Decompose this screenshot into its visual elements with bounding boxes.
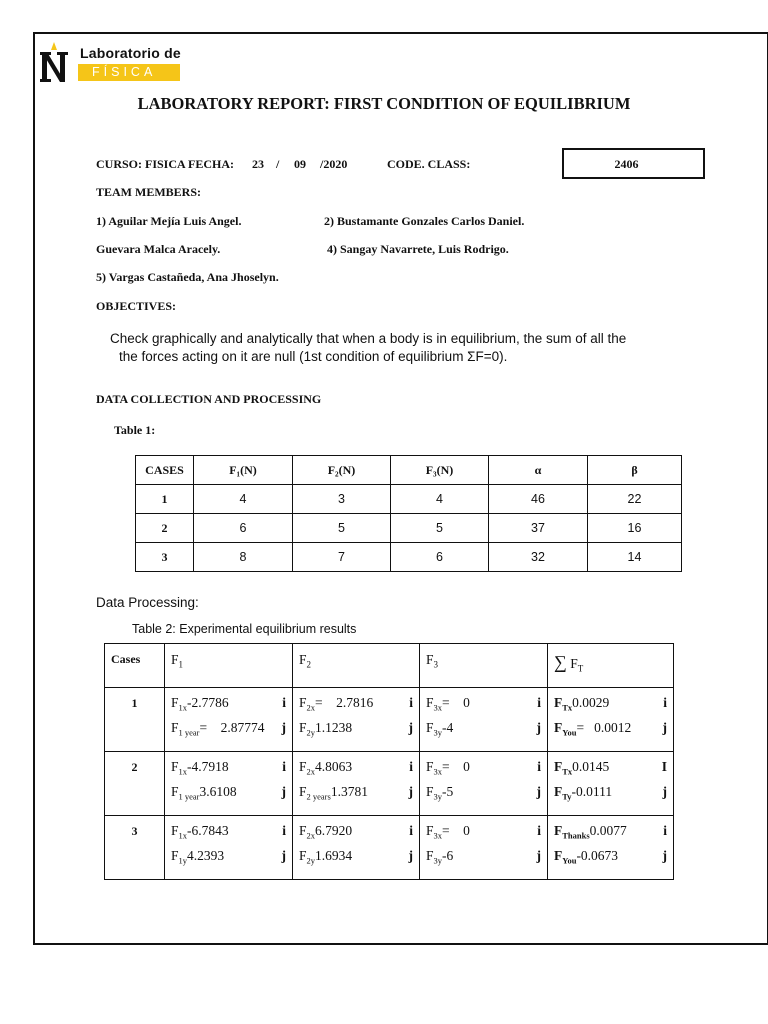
table-1 [135,455,682,572]
table1-cell: 5 [293,514,391,543]
table2-cell-f2 [293,688,420,752]
table1-header: α [489,456,588,485]
unit-vector-label: i [409,823,413,838]
table1-cell: 16 [588,514,682,543]
table-row [105,752,674,816]
table2-line: $F_{2 years}1.3781$ j [299,784,413,802]
table2-line: $F_{3y}-5$ j [426,784,541,802]
unit-vector-label: j [662,848,667,863]
unit-vector-label: i [409,695,413,710]
code-class-label: CODE. CLASS: [387,157,471,171]
table2-line: $F_{3x}=$ 0 i [426,695,541,713]
table-row [136,514,682,543]
table1-header: F₁(N) [194,456,293,485]
team-member-2: 2) Bustamante Gonzales Carlos Daniel. [324,214,525,228]
table2-case: 3 [105,816,165,880]
table2-header-row [105,644,674,688]
objective-line-2: the forces acting on it are null (1st condition of equilibrium ΣF=0). [119,349,508,364]
table2-header-ft: ∑ $F_T$ [548,644,674,688]
table1-cell: 32 [489,543,588,572]
table1-cell: 4 [391,485,489,514]
table2-line: $F_{You}-0.0673$ j [554,848,667,866]
unit-vector-label: j [662,720,667,735]
table-2 [104,643,674,880]
table2-header-cases: Cases [105,644,165,688]
table1-cell: 14 [588,543,682,572]
unit-vector-label: j [536,848,541,863]
table2-cell-f3 [420,816,548,880]
table2-line: $F_{1 year}=$ 2.87774 j [171,720,286,738]
table1-cell: 7 [293,543,391,572]
team-member-4: 4) Sangay Navarrete, Luis Rodrigo. [327,242,509,256]
table1-cell: 6 [194,514,293,543]
date-year: /2020 [320,157,348,171]
table2-header-f3: $F_3$ [420,644,548,688]
table1-cell: 8 [194,543,293,572]
objectives-heading: OBJECTIVES: [96,299,177,313]
table2-cell-f1 [165,752,293,816]
table1-cell: 2 [136,514,194,543]
table2-line: $F_{3x}=$ 0 i [426,823,541,841]
table2-line: $F_{3y}-4$ j [426,720,541,738]
unit-vector-label: i [663,823,667,838]
table2-line: $F_{Tx}0.0029$ i [554,695,667,713]
table-row [105,688,674,752]
table2-line: $F_{2x}4.8063$ i [299,759,413,777]
table2-header-f2: $F_2$ [293,644,420,688]
table1-cell: 22 [588,485,682,514]
table1-caption: Table 1: [114,423,156,437]
table2-cell-f1 [165,688,293,752]
unit-vector-label: j [408,784,413,799]
objective-line-1: Check graphically and analytically that when a body is in equilibrium, the sum of all the [110,331,627,346]
unit-vector-label: i [282,823,286,838]
team-member-1: 1) Aguilar Mejía Luis Angel. [96,214,242,228]
unit-vector-label: i [663,695,667,710]
table2-line: $F_{1x}-2.7786$ i [171,695,286,713]
table2-line: $F_{2y}1.1238$ j [299,720,413,738]
unit-vector-label: i [537,823,541,838]
table2-caption: Table 2: Experimental equilibrium results [132,622,357,636]
unit-vector-label: i [282,759,286,774]
table2-cell-ft [548,688,674,752]
curso-label: CURSO: FISICA FECHA: [96,157,235,171]
table2-cell-f2 [293,752,420,816]
sum-icon: ∑ [554,652,567,672]
table2-cell-f3 [420,752,548,816]
table2-line: $F_{1x}-4.7918$ i [171,759,286,777]
table1-cell: 1 [136,485,194,514]
table1-cell: 3 [136,543,194,572]
unit-vector-label: i [282,695,286,710]
table1-cell: 5 [391,514,489,543]
table1-header-row [136,456,682,485]
code-class-value: 2406 [614,157,639,171]
team-heading: TEAM MEMBERS: [96,185,201,199]
date-sep: / [276,157,280,171]
unit-vector-label: j [408,720,413,735]
unit-vector-label: j [281,784,286,799]
logo-text-top: Laboratorio de [80,45,181,61]
unit-vector-label: j [408,848,413,863]
table1-cell: 4 [194,485,293,514]
table1-header: F₂(N) [293,456,391,485]
table1-header: β [588,456,682,485]
table2-cell-f1 [165,816,293,880]
team-member-5: 5) Vargas Castañeda, Ana Jhoselyn. [96,270,279,284]
page-title: LABORATORY REPORT: FIRST CONDITION OF EQUILIBRIUM [137,94,631,113]
table2-line: $F_{Tx}0.0145$ I [554,759,667,777]
table2-line: $F_{2y}1.6934$ j [299,848,413,866]
table2-line: $F_{3y}-6$ j [426,848,541,866]
table2-line: $F_{1 year}3.6108$ j [171,784,286,802]
unit-vector-label: j [281,720,286,735]
table2-line: $F_{1x}-6.7843$ i [171,823,286,841]
table2-cell-ft [548,816,674,880]
processing-label: Data Processing: [96,595,199,610]
table-row [136,485,682,514]
table1-cell: 46 [489,485,588,514]
table2-line: $F_{2x}=$ 2.7816 i [299,695,413,713]
table1-cell: 3 [293,485,391,514]
date-month: 09 [294,157,306,171]
table2-cell-f3 [420,688,548,752]
unit-vector-label: i [537,695,541,710]
unit-vector-label: i [537,759,541,774]
table2-line: $F_{1y}4.2393$ j [171,848,286,866]
table1-cell: 6 [391,543,489,572]
logo-text-bottom: FÍSICA [92,65,157,79]
table2-case: 2 [105,752,165,816]
table1-header: F₃(N) [391,456,489,485]
table2-line: $F_{Thanks}0.0077$ i [554,823,667,841]
table2-cell-f2 [293,816,420,880]
table-row [136,543,682,572]
table1-cell: 37 [489,514,588,543]
table2-line: $F_{You}= 0.0012$ j [554,720,667,738]
unit-vector-label: j [536,784,541,799]
table-row [105,816,674,880]
team-member-3: Guevara Malca Aracely. [96,242,221,256]
table2-case: 1 [105,688,165,752]
date-day: 23 [252,157,264,171]
logo-n-icon [40,40,70,84]
unit-vector-label: I [661,759,667,774]
data-heading: DATA COLLECTION AND PROCESSING [96,392,322,406]
table2-header-f1: $F_1$ [165,644,293,688]
table1-header: CASES [136,456,194,485]
table2-line: $F_{2x}6.7920$ i [299,823,413,841]
unit-vector-label: i [409,759,413,774]
unit-vector-label: j [536,720,541,735]
unit-vector-label: j [281,848,286,863]
table2-line: $F_{3x}=$ 0 i [426,759,541,777]
table2-line: $F_{Ty}-0.0111$ j [554,784,667,802]
table2-cell-ft [548,752,674,816]
code-class-box [562,148,705,179]
unit-vector-label: j [662,784,667,799]
